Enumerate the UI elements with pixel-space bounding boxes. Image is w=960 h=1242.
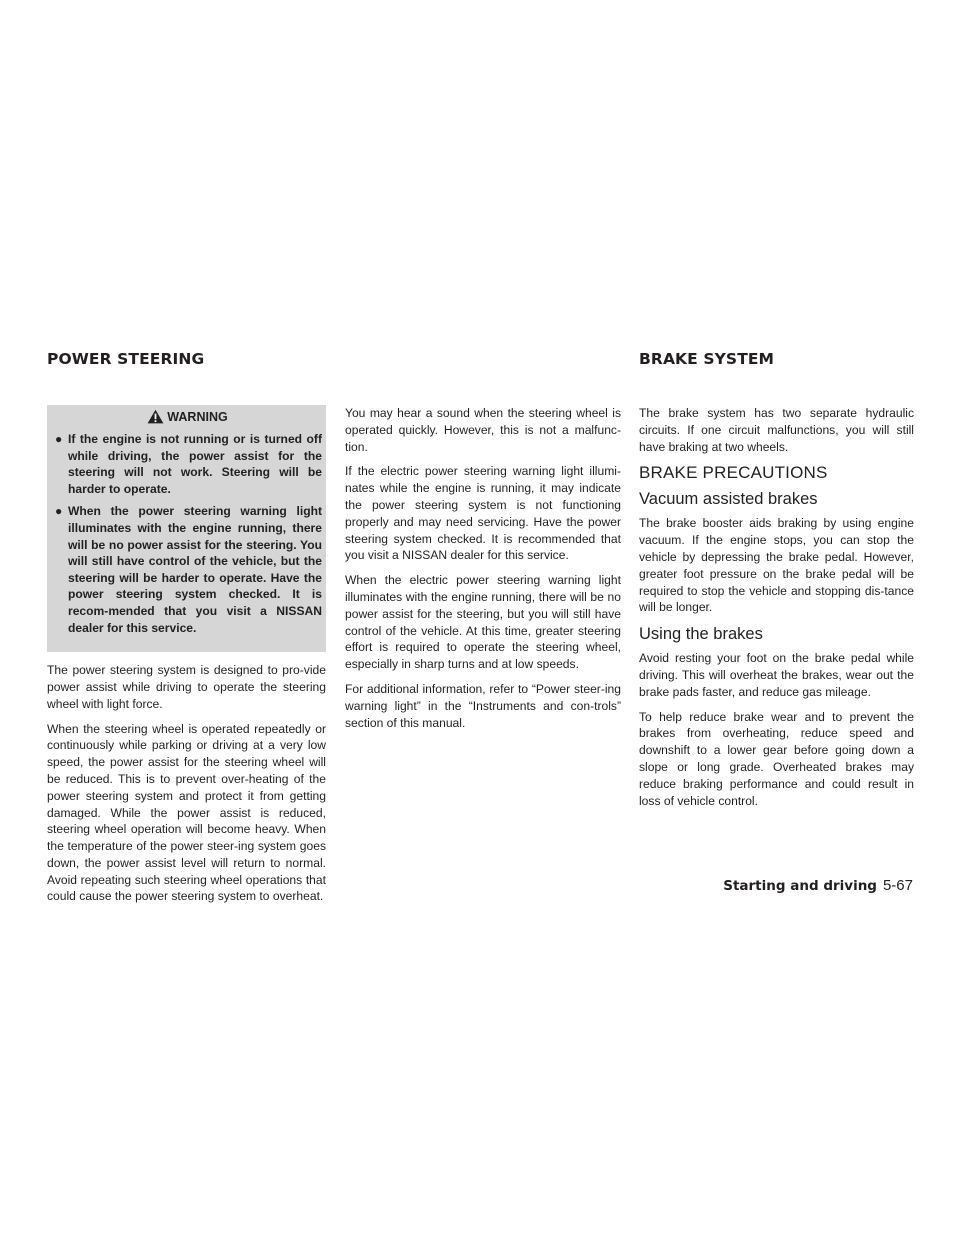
vacuum-brakes-title: Vacuum assisted brakes (639, 490, 818, 509)
warning-item-text: When the power steering warning light illuminates with the engine running, there will be no power assist for the steering. You will still have control of the vehicle, but the steering will be harder to operate. Have the power steering system checked. It is recom-mended that you visit a NISSAN dealer for this service. (68, 504, 322, 635)
warning-header (53, 405, 322, 431)
vacuum-brakes-paragraph: The brake booster aids braking by using engine vacuum. If the engine stops, you can stop the vehicle by depressing the brake pedal. However, greater foot pressure on the brake pedal will be required to stop the vehicle and stopping dis-tance will be longer. (639, 516, 914, 615)
warning-label: WARNING (167, 410, 228, 424)
power-steering-paragraph: The power steering system is designed to pro-vide power assist while driving to operate the steering wheel with light force. (47, 663, 326, 711)
brake-precautions-title: BRAKE PRECAUTIONS (639, 463, 828, 483)
warning-box (47, 405, 326, 652)
warning-list (53, 431, 322, 636)
page-footer (723, 877, 913, 894)
bullet: ● (55, 504, 63, 519)
column-2 (345, 405, 621, 739)
power-steering-paragraph: If the electric power steering warning light illumi-nates while the engine is running, it may indicate the power steering system is not functioning properly and may need servicing. Have the power steering system checked. It is recommended that you visit a NISSAN dealer for this service. (345, 464, 621, 563)
power-steering-paragraph: You may hear a sound when the steering wheel is operated quickly. However, this is not a malfunc-tion. (345, 406, 621, 454)
using-brakes-title: Using the brakes (639, 625, 763, 644)
brake-intro-paragraph: The brake system has two separate hydraulic circuits. If one circuit malfunctions, you will still have braking at two wheels. (639, 406, 914, 454)
page-number: 5-67 (882, 877, 913, 894)
power-steering-heading: POWER STEERING (47, 350, 205, 368)
using-brakes-paragraph: To help reduce brake wear and to prevent the brakes from overheating, reduce speed and downshift to a lower gear before going down a slope or long grade. Overheated brakes may reduce braking performance and could result in loss of vehicle control. (639, 709, 914, 808)
footer-section-title: Starting and driving (723, 878, 877, 894)
using-brakes-paragraph: Avoid resting your foot on the brake pedal while driving. This will overheat the brakes, wear out the brake pads faster, and reduce gas mileage. (639, 651, 914, 699)
power-steering-paragraph: For additional information, refer to “Power steer-ing warning light” in the “Instruments and con-trols” section of this manual. (345, 681, 621, 730)
warning-item-text: If the engine is not running or is turned off while driving, the power assist for the steering will not work. Steering will be harder to operate. (68, 432, 322, 496)
bullet: ● (55, 432, 63, 446)
warning-triangle-icon (147, 409, 164, 424)
power-steering-paragraph: When the steering wheel is operated repeatedly or continuously while parking or driving at a very low speed, the power assist for the steering wheel will be reduced. This is to prevent over-heating of the power steering system and protect it from getting damaged. While the power assist is reduced, steering wheel operation will become heavy. When the temperature of the power steer-ing system goes down, the power assist level will return to normal. Avoid repeating such steering wheel operations that could cause the power steering system to overheat. (47, 721, 326, 904)
brake-system-heading: BRAKE SYSTEM (639, 350, 775, 368)
power-steering-paragraph: When the electric power steering warning light illuminates with the engine running, there will be no power assist for the steering, but you will still have control of the vehicle. At this time, greater steering effort is required to operate the steering wheel, especially in sharp turns and at low speeds. (345, 573, 621, 672)
warning-item (53, 503, 322, 636)
warning-item (53, 431, 322, 497)
column-1 (47, 405, 326, 913)
column-3 (639, 405, 914, 817)
